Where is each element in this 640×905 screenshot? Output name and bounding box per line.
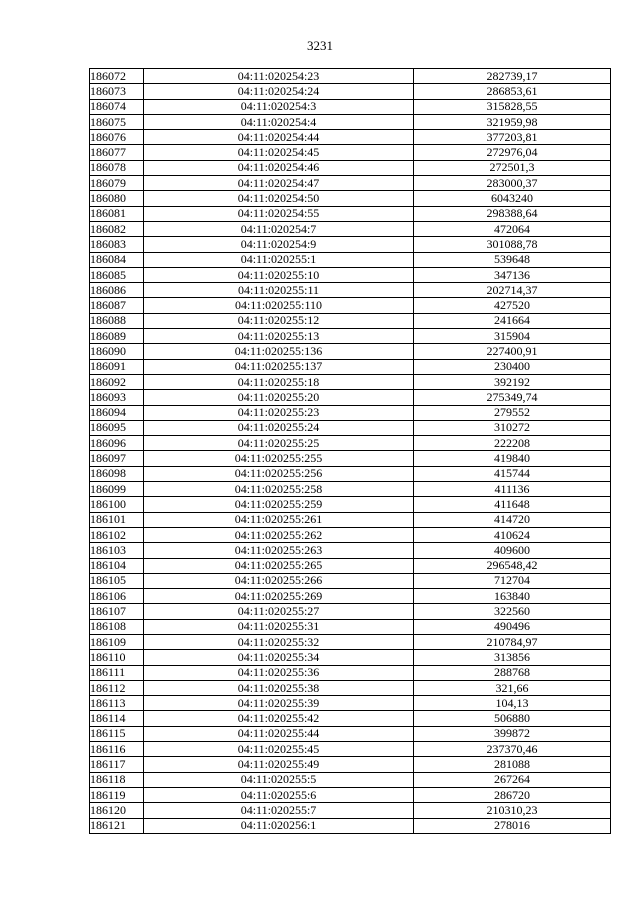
table-row bbox=[90, 176, 611, 191]
row-number-cell: 186099 bbox=[90, 482, 144, 497]
table-row bbox=[90, 69, 611, 84]
row-number-cell: 186091 bbox=[90, 359, 144, 374]
table-row bbox=[90, 665, 611, 680]
cadastral-number-cell: 04:11:020255:262 bbox=[144, 527, 414, 542]
cadastral-number-cell: 04:11:020255:266 bbox=[144, 573, 414, 588]
row-number-cell: 186088 bbox=[90, 313, 144, 328]
cadastral-value-cell: 210784,97 bbox=[414, 634, 611, 649]
row-number-cell: 186107 bbox=[90, 604, 144, 619]
table-row bbox=[90, 604, 611, 619]
cadastral-number-cell: 04:11:020255:45 bbox=[144, 742, 414, 757]
cadastral-value-cell: 472064 bbox=[414, 221, 611, 236]
table-row bbox=[90, 99, 611, 114]
table-row bbox=[90, 711, 611, 726]
cadastral-value-cell: 104,13 bbox=[414, 696, 611, 711]
row-number-cell: 186072 bbox=[90, 69, 144, 84]
cadastral-value-cell: 506880 bbox=[414, 711, 611, 726]
cadastral-value-cell: 237370,46 bbox=[414, 742, 611, 757]
cadastral-number-cell: 04:11:020255:12 bbox=[144, 313, 414, 328]
table-row bbox=[90, 680, 611, 695]
cadastral-number-cell: 04:11:020254:47 bbox=[144, 176, 414, 191]
table-row bbox=[90, 267, 611, 282]
table-row bbox=[90, 252, 611, 267]
row-number-cell: 186114 bbox=[90, 711, 144, 726]
table-row bbox=[90, 512, 611, 527]
cadastral-number-cell: 04:11:020255:23 bbox=[144, 405, 414, 420]
cadastral-value-cell: 399872 bbox=[414, 726, 611, 741]
cadastral-number-cell: 04:11:020254:9 bbox=[144, 237, 414, 252]
table-row bbox=[90, 390, 611, 405]
cadastral-value-cell: 283000,37 bbox=[414, 176, 611, 191]
cadastral-number-cell: 04:11:020254:55 bbox=[144, 206, 414, 221]
cadastral-number-cell: 04:11:020254:46 bbox=[144, 160, 414, 175]
cadastral-value-cell: 275349,74 bbox=[414, 390, 611, 405]
cadastral-number-cell: 04:11:020255:36 bbox=[144, 665, 414, 680]
cadastral-value-cell: 286720 bbox=[414, 787, 611, 802]
cadastral-value-cell: 6043240 bbox=[414, 191, 611, 206]
cadastral-value-cell: 298388,64 bbox=[414, 206, 611, 221]
row-number-cell: 186101 bbox=[90, 512, 144, 527]
row-number-cell: 186073 bbox=[90, 84, 144, 99]
row-number-cell: 186082 bbox=[90, 221, 144, 236]
cadastral-number-cell: 04:11:020255:31 bbox=[144, 619, 414, 634]
row-number-cell: 186093 bbox=[90, 390, 144, 405]
row-number-cell: 186079 bbox=[90, 176, 144, 191]
cadastral-value-cell: 227400,91 bbox=[414, 344, 611, 359]
table-row bbox=[90, 237, 611, 252]
table-row bbox=[90, 527, 611, 542]
cadastral-value-cell: 409600 bbox=[414, 543, 611, 558]
cadastral-value-cell: 315828,55 bbox=[414, 99, 611, 114]
cadastral-value-cell: 712704 bbox=[414, 573, 611, 588]
table-row bbox=[90, 742, 611, 757]
cadastral-number-cell: 04:11:020255:44 bbox=[144, 726, 414, 741]
cadastral-value-cell: 278016 bbox=[414, 818, 611, 833]
row-number-cell: 186113 bbox=[90, 696, 144, 711]
table-row bbox=[90, 466, 611, 481]
table-row bbox=[90, 436, 611, 451]
row-number-cell: 186080 bbox=[90, 191, 144, 206]
cadastral-number-cell: 04:11:020255:137 bbox=[144, 359, 414, 374]
row-number-cell: 186094 bbox=[90, 405, 144, 420]
table-row bbox=[90, 497, 611, 512]
cadastral-number-cell: 04:11:020255:11 bbox=[144, 283, 414, 298]
cadastral-number-cell: 04:11:020254:50 bbox=[144, 191, 414, 206]
cadastral-number-cell: 04:11:020255:32 bbox=[144, 634, 414, 649]
cadastral-value-cell: 313856 bbox=[414, 650, 611, 665]
cadastral-number-cell: 04:11:020255:6 bbox=[144, 787, 414, 802]
table-row bbox=[90, 803, 611, 818]
row-number-cell: 186109 bbox=[90, 634, 144, 649]
cadastral-value-cell: 539648 bbox=[414, 252, 611, 267]
row-number-cell: 186111 bbox=[90, 665, 144, 680]
cadastral-value-cell: 267264 bbox=[414, 772, 611, 787]
cadastral-value-cell: 411648 bbox=[414, 497, 611, 512]
table-row bbox=[90, 543, 611, 558]
row-number-cell: 186110 bbox=[90, 650, 144, 665]
row-number-cell: 186090 bbox=[90, 344, 144, 359]
cadastral-number-cell: 04:11:020255:10 bbox=[144, 267, 414, 282]
cadastral-value-cell: 210310,23 bbox=[414, 803, 611, 818]
table-row bbox=[90, 145, 611, 160]
cadastral-value-cell: 315904 bbox=[414, 329, 611, 344]
row-number-cell: 186103 bbox=[90, 543, 144, 558]
cadastral-number-cell: 04:11:020255:265 bbox=[144, 558, 414, 573]
row-number-cell: 186115 bbox=[90, 726, 144, 741]
row-number-cell: 186112 bbox=[90, 680, 144, 695]
cadastral-number-cell: 04:11:020255:269 bbox=[144, 589, 414, 604]
table-row bbox=[90, 787, 611, 802]
cadastral-value-cell: 241664 bbox=[414, 313, 611, 328]
cadastral-number-cell: 04:11:020255:258 bbox=[144, 482, 414, 497]
cadastral-number-cell: 04:11:020255:13 bbox=[144, 329, 414, 344]
row-number-cell: 186116 bbox=[90, 742, 144, 757]
cadastral-number-cell: 04:11:020255:261 bbox=[144, 512, 414, 527]
table-row bbox=[90, 558, 611, 573]
cadastral-number-cell: 04:11:020255:25 bbox=[144, 436, 414, 451]
cadastral-value-cell: 272976,04 bbox=[414, 145, 611, 160]
row-number-cell: 186117 bbox=[90, 757, 144, 772]
table-row bbox=[90, 634, 611, 649]
table-row bbox=[90, 420, 611, 435]
cadastral-number-cell: 04:11:020254:7 bbox=[144, 221, 414, 236]
row-number-cell: 186085 bbox=[90, 267, 144, 282]
cadastral-number-cell: 04:11:020254:4 bbox=[144, 114, 414, 129]
table-row bbox=[90, 344, 611, 359]
table-body bbox=[90, 69, 611, 834]
cadastral-number-cell: 04:11:020255:24 bbox=[144, 420, 414, 435]
cadastral-value-cell: 377203,81 bbox=[414, 130, 611, 145]
row-number-cell: 186095 bbox=[90, 420, 144, 435]
cadastral-number-cell: 04:11:020255:42 bbox=[144, 711, 414, 726]
cadastral-number-cell: 04:11:020255:7 bbox=[144, 803, 414, 818]
cadastral-value-cell: 415744 bbox=[414, 466, 611, 481]
table-row bbox=[90, 451, 611, 466]
cadastral-number-cell: 04:11:020255:256 bbox=[144, 466, 414, 481]
row-number-cell: 186075 bbox=[90, 114, 144, 129]
cadastral-value-cell: 163840 bbox=[414, 589, 611, 604]
cadastral-number-cell: 04:11:020255:110 bbox=[144, 298, 414, 313]
cadastral-number-cell: 04:11:020254:45 bbox=[144, 145, 414, 160]
page-number: 3231 bbox=[307, 38, 333, 53]
row-number-cell: 186086 bbox=[90, 283, 144, 298]
table-row bbox=[90, 619, 611, 634]
table-row bbox=[90, 757, 611, 772]
row-number-cell: 186087 bbox=[90, 298, 144, 313]
row-number-cell: 186120 bbox=[90, 803, 144, 818]
table-row bbox=[90, 221, 611, 236]
row-number-cell: 186078 bbox=[90, 160, 144, 175]
table-row bbox=[90, 589, 611, 604]
row-number-cell: 186092 bbox=[90, 374, 144, 389]
row-number-cell: 186100 bbox=[90, 497, 144, 512]
row-number-cell: 186084 bbox=[90, 252, 144, 267]
table-row bbox=[90, 283, 611, 298]
cadastral-value-cell: 202714,37 bbox=[414, 283, 611, 298]
cadastral-number-cell: 04:11:020255:49 bbox=[144, 757, 414, 772]
cadastral-number-cell: 04:11:020255:38 bbox=[144, 680, 414, 695]
cadastral-value-cell: 288768 bbox=[414, 665, 611, 680]
cadastral-value-cell: 301088,78 bbox=[414, 237, 611, 252]
table-row bbox=[90, 191, 611, 206]
cadastral-number-cell: 04:11:020255:34 bbox=[144, 650, 414, 665]
cadastral-number-cell: 04:11:020254:23 bbox=[144, 69, 414, 84]
cadastral-value-cell: 272501,3 bbox=[414, 160, 611, 175]
table-row bbox=[90, 313, 611, 328]
cadastral-number-cell: 04:11:020255:20 bbox=[144, 390, 414, 405]
table-row bbox=[90, 114, 611, 129]
row-number-cell: 186118 bbox=[90, 772, 144, 787]
cadastral-value-cell: 414720 bbox=[414, 512, 611, 527]
cadastral-value-cell: 321959,98 bbox=[414, 114, 611, 129]
table-row bbox=[90, 405, 611, 420]
row-number-cell: 186105 bbox=[90, 573, 144, 588]
table-row bbox=[90, 130, 611, 145]
cadastral-number-cell: 04:11:020255:27 bbox=[144, 604, 414, 619]
row-number-cell: 186096 bbox=[90, 436, 144, 451]
table-row bbox=[90, 329, 611, 344]
cadastral-number-cell: 04:11:020255:259 bbox=[144, 497, 414, 512]
row-number-cell: 186076 bbox=[90, 130, 144, 145]
cadastral-value-cell: 279552 bbox=[414, 405, 611, 420]
table-row bbox=[90, 298, 611, 313]
cadastral-number-cell: 04:11:020255:263 bbox=[144, 543, 414, 558]
cadastral-value-cell: 281088 bbox=[414, 757, 611, 772]
table-row bbox=[90, 650, 611, 665]
cadastral-value-cell: 310272 bbox=[414, 420, 611, 435]
table-row bbox=[90, 573, 611, 588]
cadastral-value-cell: 427520 bbox=[414, 298, 611, 313]
cadastral-value-cell: 296548,42 bbox=[414, 558, 611, 573]
row-number-cell: 186104 bbox=[90, 558, 144, 573]
row-number-cell: 186098 bbox=[90, 466, 144, 481]
table-row bbox=[90, 374, 611, 389]
cadastral-number-cell: 04:11:020255:5 bbox=[144, 772, 414, 787]
row-number-cell: 186097 bbox=[90, 451, 144, 466]
cadastral-value-cell: 321,66 bbox=[414, 680, 611, 695]
table-row bbox=[90, 84, 611, 99]
row-number-cell: 186077 bbox=[90, 145, 144, 160]
cadastral-number-cell: 04:11:020254:3 bbox=[144, 99, 414, 114]
row-number-cell: 186083 bbox=[90, 237, 144, 252]
row-number-cell: 186089 bbox=[90, 329, 144, 344]
cadastral-value-cell: 490496 bbox=[414, 619, 611, 634]
table-row bbox=[90, 818, 611, 833]
cadastral-value-cell: 282739,17 bbox=[414, 69, 611, 84]
row-number-cell: 186106 bbox=[90, 589, 144, 604]
row-number-cell: 186074 bbox=[90, 99, 144, 114]
row-number-cell: 186121 bbox=[90, 818, 144, 833]
cadastral-value-cell: 411136 bbox=[414, 482, 611, 497]
cadastral-value-cell: 230400 bbox=[414, 359, 611, 374]
table-row bbox=[90, 160, 611, 175]
table-row bbox=[90, 772, 611, 787]
cadastral-value-cell: 322560 bbox=[414, 604, 611, 619]
cadastral-value-cell: 222208 bbox=[414, 436, 611, 451]
table-row bbox=[90, 206, 611, 221]
cadastral-number-cell: 04:11:020256:1 bbox=[144, 818, 414, 833]
table-row bbox=[90, 726, 611, 741]
table-row bbox=[90, 359, 611, 374]
table-row bbox=[90, 482, 611, 497]
row-number-cell: 186108 bbox=[90, 619, 144, 634]
cadastral-number-cell: 04:11:020254:44 bbox=[144, 130, 414, 145]
row-number-cell: 186119 bbox=[90, 787, 144, 802]
cadastral-number-cell: 04:11:020254:24 bbox=[144, 84, 414, 99]
cadastral-number-cell: 04:11:020255:18 bbox=[144, 374, 414, 389]
cadastral-value-cell: 410624 bbox=[414, 527, 611, 542]
cadastral-value-cell: 347136 bbox=[414, 267, 611, 282]
cadastral-value-cell: 419840 bbox=[414, 451, 611, 466]
row-number-cell: 186081 bbox=[90, 206, 144, 221]
cadastral-number-cell: 04:11:020255:136 bbox=[144, 344, 414, 359]
cadastral-number-cell: 04:11:020255:39 bbox=[144, 696, 414, 711]
row-number-cell: 186102 bbox=[90, 527, 144, 542]
table-row bbox=[90, 696, 611, 711]
cadastral-value-cell: 392192 bbox=[414, 374, 611, 389]
cadastral-value-cell: 286853,61 bbox=[414, 84, 611, 99]
cadastral-value-table bbox=[89, 68, 611, 834]
cadastral-number-cell: 04:11:020255:255 bbox=[144, 451, 414, 466]
cadastral-number-cell: 04:11:020255:1 bbox=[144, 252, 414, 267]
